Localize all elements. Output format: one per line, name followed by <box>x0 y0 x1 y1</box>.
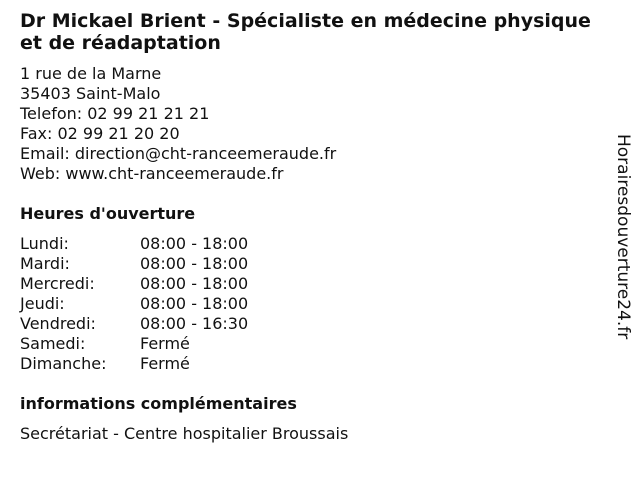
fax-number: Fax: 02 99 21 20 20 <box>20 124 180 143</box>
day-label: Jeudi: <box>20 294 65 313</box>
city-address: 35403 Saint-Malo <box>20 84 161 103</box>
day-label: Dimanche: <box>20 354 107 373</box>
info-heading: informations complémentaires <box>20 394 297 413</box>
hours-row <box>20 334 248 354</box>
day-hours: Fermé <box>140 334 190 353</box>
contact-block <box>20 64 336 184</box>
day-hours: 08:00 - 18:00 <box>140 254 249 273</box>
website: Web: www.cht-ranceemeraude.fr <box>20 164 284 183</box>
hours-heading: Heures d'ouverture <box>20 204 196 223</box>
hours-row <box>20 234 248 254</box>
phone-number: Telefon: 02 99 21 21 21 <box>20 104 210 123</box>
hours-row <box>20 294 248 314</box>
day-hours: 08:00 - 18:00 <box>140 234 249 253</box>
hours-row <box>20 314 248 334</box>
watermark-text: Horairesdouverture24.fr <box>613 134 633 340</box>
day-hours: Fermé <box>140 354 190 373</box>
info-text: Secrétariat - Centre hospitalier Broussais <box>20 424 349 443</box>
watermark <box>612 134 634 346</box>
day-label: Mardi: <box>20 254 70 273</box>
hours-row <box>20 354 248 374</box>
day-hours: 08:00 - 18:00 <box>140 274 249 293</box>
page-title: Dr Mickael Brient - Spécialiste en médecine physique et de réadaptation <box>20 10 591 54</box>
email-address: Email: direction@cht-ranceemeraude.fr <box>20 144 337 163</box>
day-hours: 08:00 - 18:00 <box>140 294 249 313</box>
hours-row <box>20 254 248 274</box>
day-label: Vendredi: <box>20 314 96 333</box>
day-hours: 08:00 - 16:30 <box>140 314 249 333</box>
hours-table <box>20 234 248 374</box>
day-label: Lundi: <box>20 234 69 253</box>
street-address: 1 rue de la Marne <box>20 64 162 83</box>
day-label: Mercredi: <box>20 274 95 293</box>
hours-row <box>20 274 248 294</box>
day-label: Samedi: <box>20 334 86 353</box>
